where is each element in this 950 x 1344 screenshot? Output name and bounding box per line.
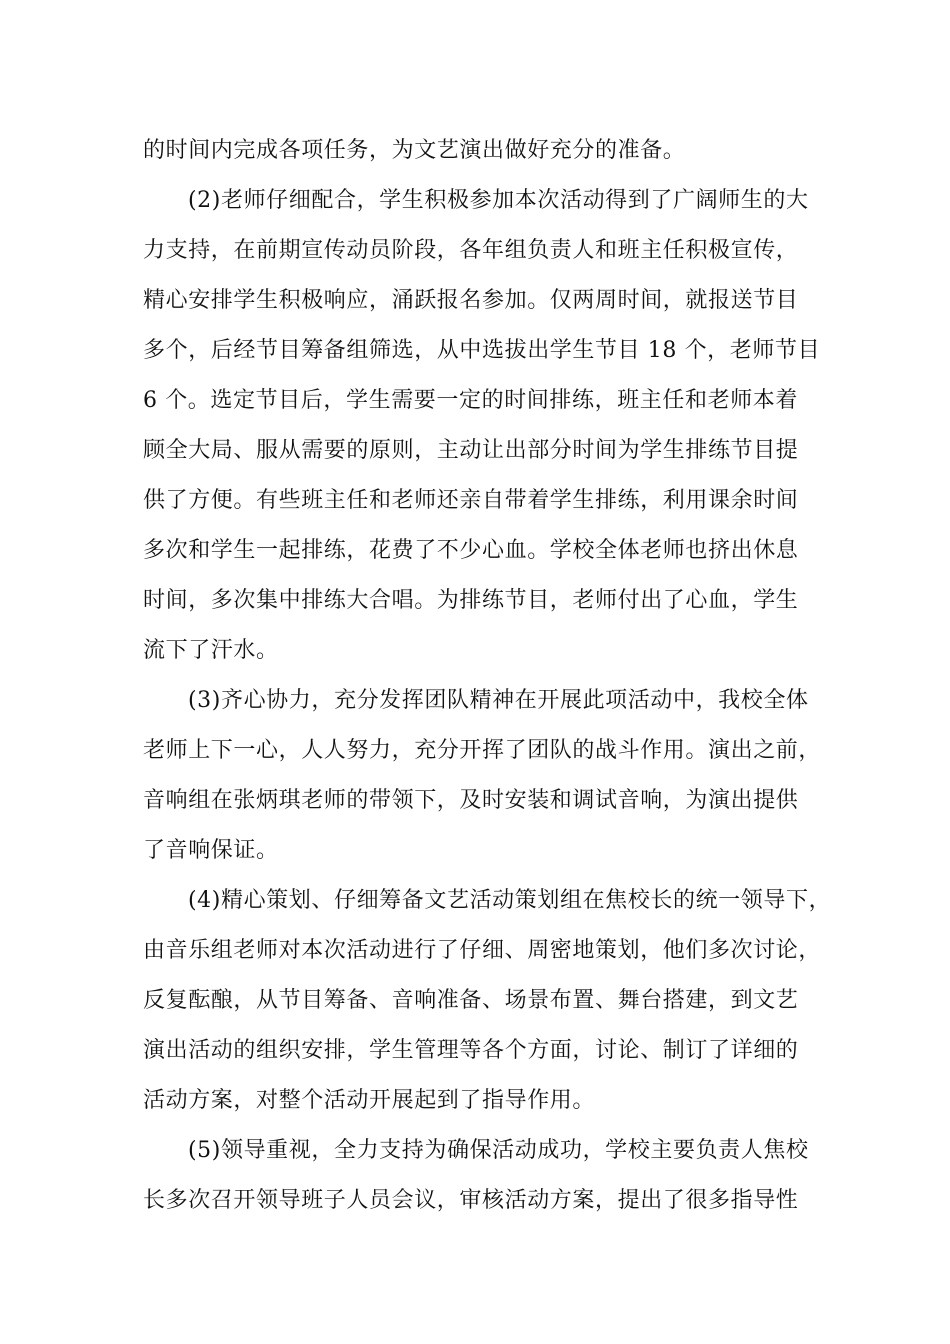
paragraph-line: 反复酝酿，从节目筹备、音响准备、场景布置、舞台搭建，到文艺	[143, 988, 799, 1013]
paragraph-line: 顾全大局、服从需要的原则，主动让出部分时间为学生排练节目提	[143, 438, 799, 463]
paragraph-line: 演出活动的组织安排，学生管理等各个方面，讨论、制订了详细的	[143, 1038, 799, 1063]
paragraph-line: 的时间内完成各项任务，为文艺演出做好充分的准备。	[143, 138, 686, 163]
paragraph-line: (3)齐心协力，充分发挥团队精神在开展此项活动中，我校全体	[188, 688, 809, 713]
paragraph-line: 流下了汗水。	[143, 638, 279, 663]
paragraph-line: (4)精心策划、仔细筹备文艺活动策划组在焦校长的统一领导下，	[188, 888, 832, 913]
paragraph-line: 精心安排学生积极响应，涌跃报名参加。仅两周时间，就报送节目	[143, 288, 799, 313]
paragraph-line: 6 个。选定节目后，学生需要一定的时间排练，班主任和老师本着	[143, 388, 798, 413]
paragraph-line: 供了方便。有些班主任和老师还亲自带着学生排练，利用课余时间	[143, 488, 799, 513]
paragraph-line: 多个，后经节目筹备组筛选，从中选拔出学生节目 18 个，老师节目	[143, 338, 821, 363]
paragraph-line: 力支持，在前期宣传动员阶段，各年组负责人和班主任积极宣传，	[143, 238, 799, 263]
paragraph-line: (2)老师仔细配合，学生积极参加本次活动得到了广阔师生的大	[188, 188, 809, 213]
paragraph-line: 音响组在张炳琪老师的带领下，及时安装和调试音响，为演出提供	[143, 788, 799, 813]
paragraph-line: 老师上下一心，人人努力，充分开挥了团队的战斗作用。演出之前，	[143, 738, 822, 763]
paragraph-line: 活动方案，对整个活动开展起到了指导作用。	[143, 1088, 596, 1113]
paragraph-line: 时间，多次集中排练大合唱。为排练节目，老师付出了心血，学生	[143, 588, 799, 613]
paragraph-line: (5)领导重视，全力支持为确保活动成功，学校主要负责人焦校	[188, 1138, 809, 1163]
paragraph-line: 多次和学生一起排练，花费了不少心血。学校全体老师也挤出休息	[143, 538, 799, 563]
paragraph-line: 了音响保证。	[143, 838, 279, 863]
paragraph-line: 由音乐组老师对本次活动进行了仔细、周密地策划，他们多次讨论，	[143, 938, 822, 963]
paragraph-line: 长多次召开领导班子人员会议，审核活动方案，提出了很多指导性	[143, 1188, 799, 1213]
